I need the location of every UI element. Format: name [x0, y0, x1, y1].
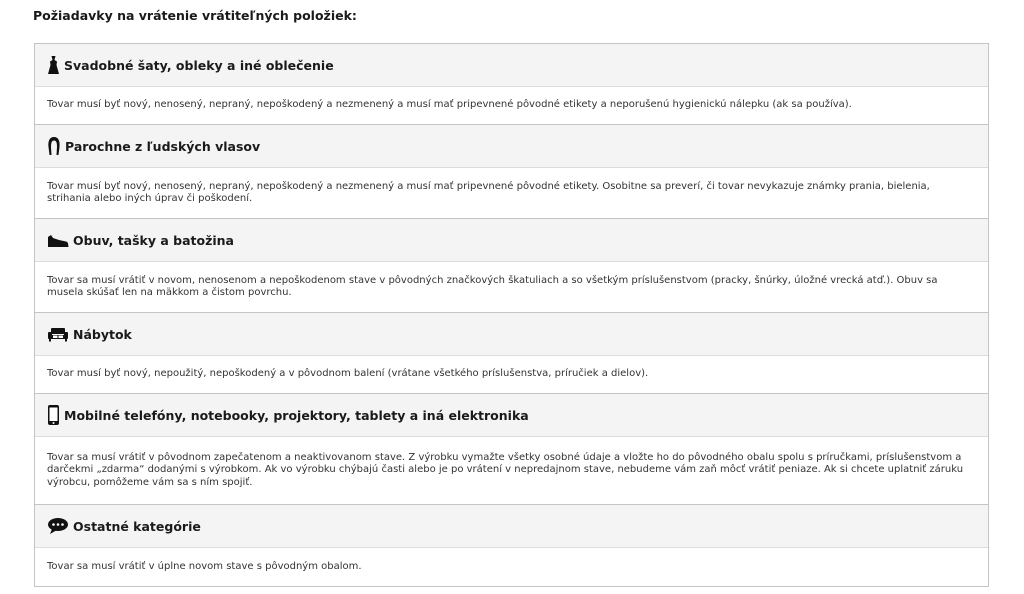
section-text: Tovar sa musí vrátiť v pôvodnom zapečatenom a neaktivovanom stave. Z výrobku vymažte všetky osobné údaje a vložte ho do pôvodného obalu spolu s príručkami, príslušenstvom a darčekmi „zdarma“ dodanými s výrobkom. Ak vo výrobku chýbajú časti alebo je po vrátení v nepredajnom stave, nebudeme vám zaň môcť vrátiť peniaze. Ak si chcete uplatniť záruku výrobcu, pomôžeme vám sa s ním spojiť. — [35, 437, 988, 505]
section-heading: Mobilné telefóny, notebooky, projektory, tablety a iná elektronika — [64, 407, 529, 423]
section-heading: Ostatné kategórie — [73, 518, 201, 534]
section-shoes-bags-luggage — [35, 219, 988, 313]
section-electronics — [35, 394, 988, 505]
section-header — [35, 394, 988, 437]
section-header — [35, 44, 988, 87]
section-heading: Parochne z ľudských vlasov — [65, 138, 261, 154]
section-human-hair-wigs — [35, 125, 988, 219]
sofa-icon — [47, 326, 69, 342]
section-header — [35, 219, 988, 262]
wig-icon — [47, 136, 61, 156]
section-heading: Obuv, tašky a batožina — [73, 232, 234, 248]
section-text: Tovar musí byť nový, nepoužitý, nepoškodený a v pôvodnom balení (vrátane všetkého príslušenstva, príručiek a dielov). — [35, 356, 988, 394]
section-header — [35, 505, 988, 548]
section-wedding-clothing — [35, 44, 988, 125]
dress-icon — [47, 55, 60, 75]
section-text: Tovar sa musí vrátiť v novom, nenosenom a nepoškodenom stave v pôvodných značkových škatuliach a so všetkým príslušenstvom (pracky, šnúrky, úložné vrecká atď.). Obuv sa musela skúšať len na mäkkom a čistom povrchu. — [35, 262, 988, 313]
section-furniture — [35, 313, 988, 394]
section-header — [35, 125, 988, 168]
section-text: Tovar musí byť nový, nenosený, nepraný, nepoškodený a nezmenený a musí mať pripevnené pôvodné etikety. Osobitne sa preverí, či tovar nevykazuje známky prania, bielenia, strihania alebo iných úprav či poškodení. — [35, 168, 988, 219]
section-text: Tovar musí byť nový, nenosený, nepraný, nepoškodený a nezmenený a musí mať pripevnené pôvodné etikety a neporušenú hygienickú nálepku (ak sa používa). — [35, 87, 988, 125]
returns-requirements-table — [34, 43, 989, 587]
chat-bubble-icon — [47, 517, 69, 535]
shoe-icon — [47, 233, 69, 247]
section-other-categories — [35, 505, 988, 586]
page-title: Požiadavky na vrátenie vrátiteľných položiek: — [33, 8, 357, 23]
section-heading: Svadobné šaty, obleky a iné oblečenie — [64, 57, 334, 73]
section-text: Tovar sa musí vrátiť v úplne novom stave s pôvodným obalom. — [47, 560, 362, 572]
section-header — [35, 313, 988, 356]
phone-icon — [47, 404, 60, 426]
section-heading: Nábytok — [73, 326, 132, 342]
